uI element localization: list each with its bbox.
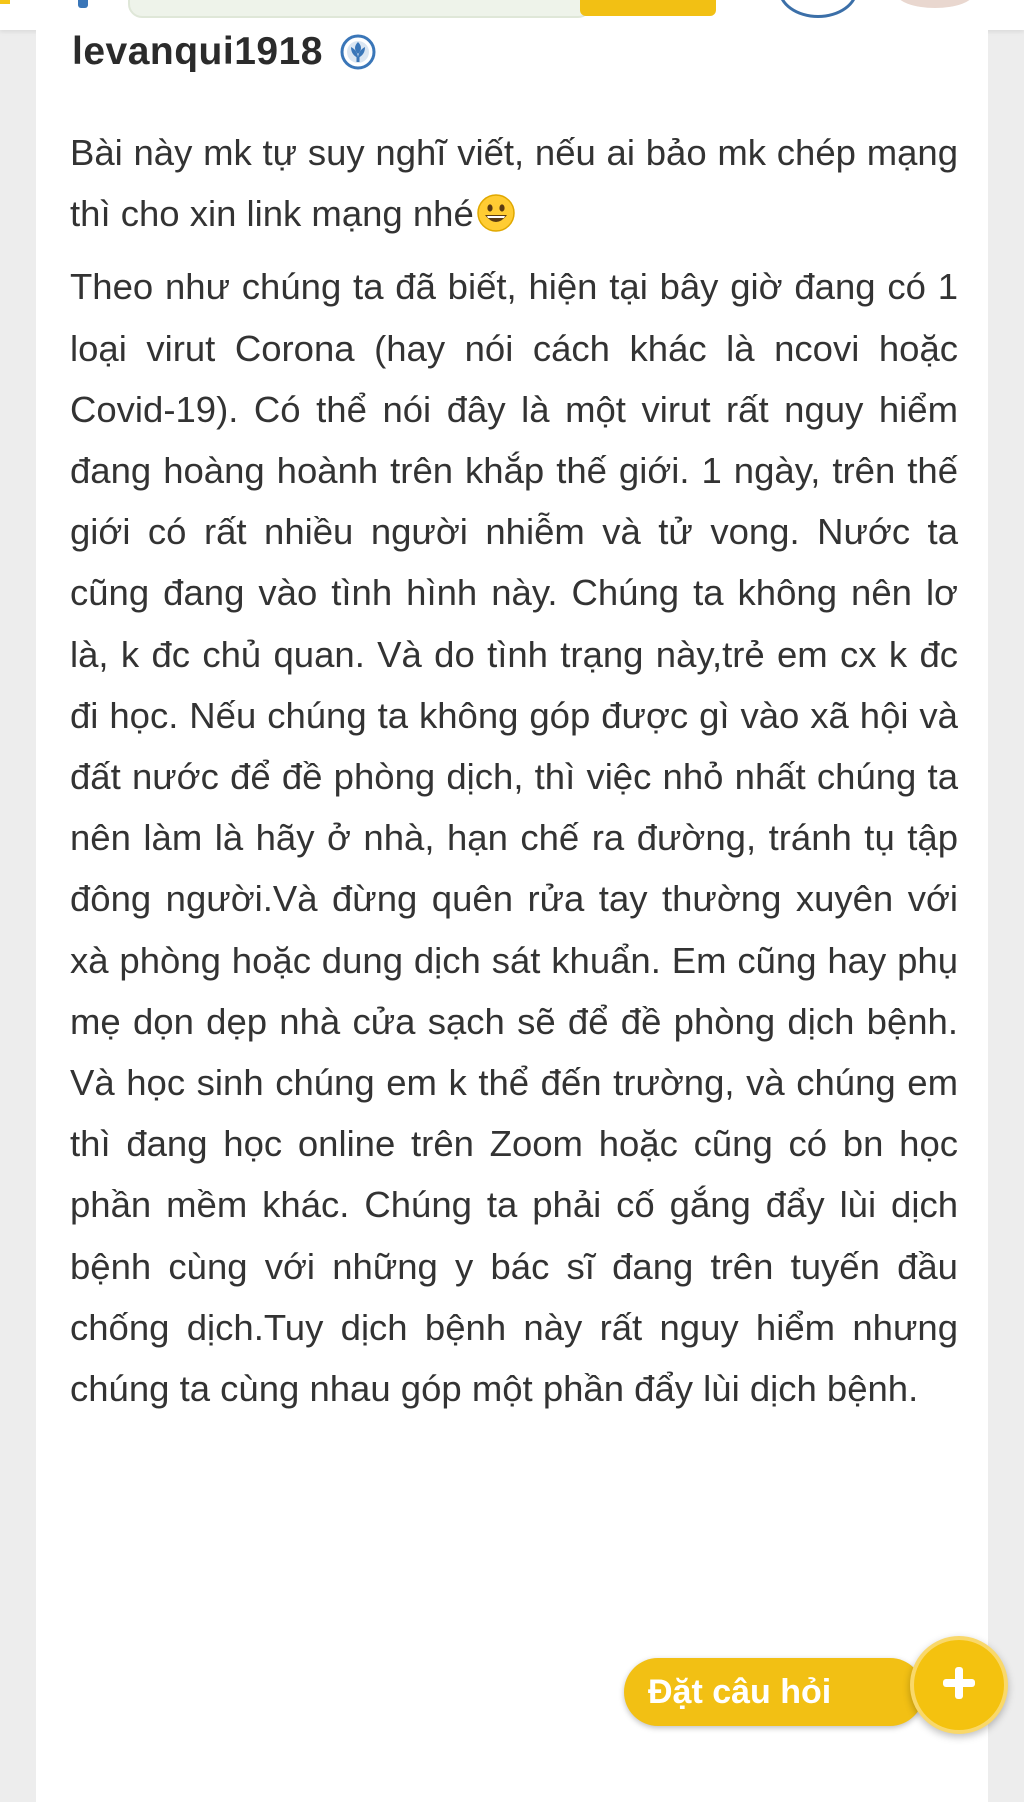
answer-intro-text: Bài này mk tự suy nghĩ viết, nếu ai bảo mk chép mạng thì cho xin link mạng nhé bbox=[70, 132, 958, 235]
notification-button[interactable] bbox=[778, 0, 858, 18]
search-button[interactable] bbox=[580, 0, 716, 16]
avatar[interactable] bbox=[896, 0, 974, 8]
plus-icon bbox=[939, 1663, 979, 1707]
answer-content bbox=[70, 122, 958, 1419]
ask-question-label: Đặt câu hỏi bbox=[648, 1672, 832, 1711]
logo-mark bbox=[0, 0, 10, 4]
answer-intro bbox=[70, 122, 958, 244]
rank-badge-icon bbox=[339, 33, 377, 71]
top-app-bar bbox=[0, 0, 1024, 30]
ask-question-button[interactable] bbox=[624, 1658, 924, 1726]
grinning-face-emoji-icon bbox=[476, 190, 516, 230]
search-input[interactable] bbox=[128, 0, 592, 18]
add-question-button[interactable] bbox=[910, 1636, 1008, 1734]
answer-body: Theo như chúng ta đã biết, hiện tại bây giờ đang có 1 loại virut Corona (hay nói cách khác là ncovi hoặc Covid-19). Có thể nói đây là một virut rất nguy hiểm đang hoàng hoành trên khắp thế giới. 1 ngày, trên thế giới có rất nhiều người nhiễm và tử vong. Nước ta cũng đang vào tình hình này. Chúng ta không nên lơ là, k đc chủ quan. Và do tình trạng này,trẻ em cx k đc đi học. Nếu chúng ta không góp được gì vào xã hội và đất nước để đề phòng dịch, thì việc nhỏ nhất chúng ta nên làm là hãy ở nhà, hạn chế ra đường, tránh tụ tập đông người.Và đừng quên rửa tay thường xuyên với xà phòng hoặc dung dịch sát khuẩn. Em cũng hay phụ mẹ dọn dẹp nhà cửa sạch sẽ để đề phòng dịch bệnh. Và học sinh chúng em k thể đến trường, và chúng em thì đang học online trên Zoom hoặc cũng có bn học phần mềm khác. Chúng ta phải cố gắng đẩy lùi dịch bệnh cùng với những y bác sĩ đang trên tuyến đầu chống dịch.Tuy dịch bệnh này rất nguy hiểm nhưng chúng ta cùng nhau góp một phần đẩy lùi dịch bệnh. bbox=[70, 266, 958, 1410]
menu-icon[interactable] bbox=[78, 0, 88, 8]
username-link[interactable]: levanqui1918 bbox=[72, 30, 323, 73]
answer-author bbox=[72, 28, 377, 76]
